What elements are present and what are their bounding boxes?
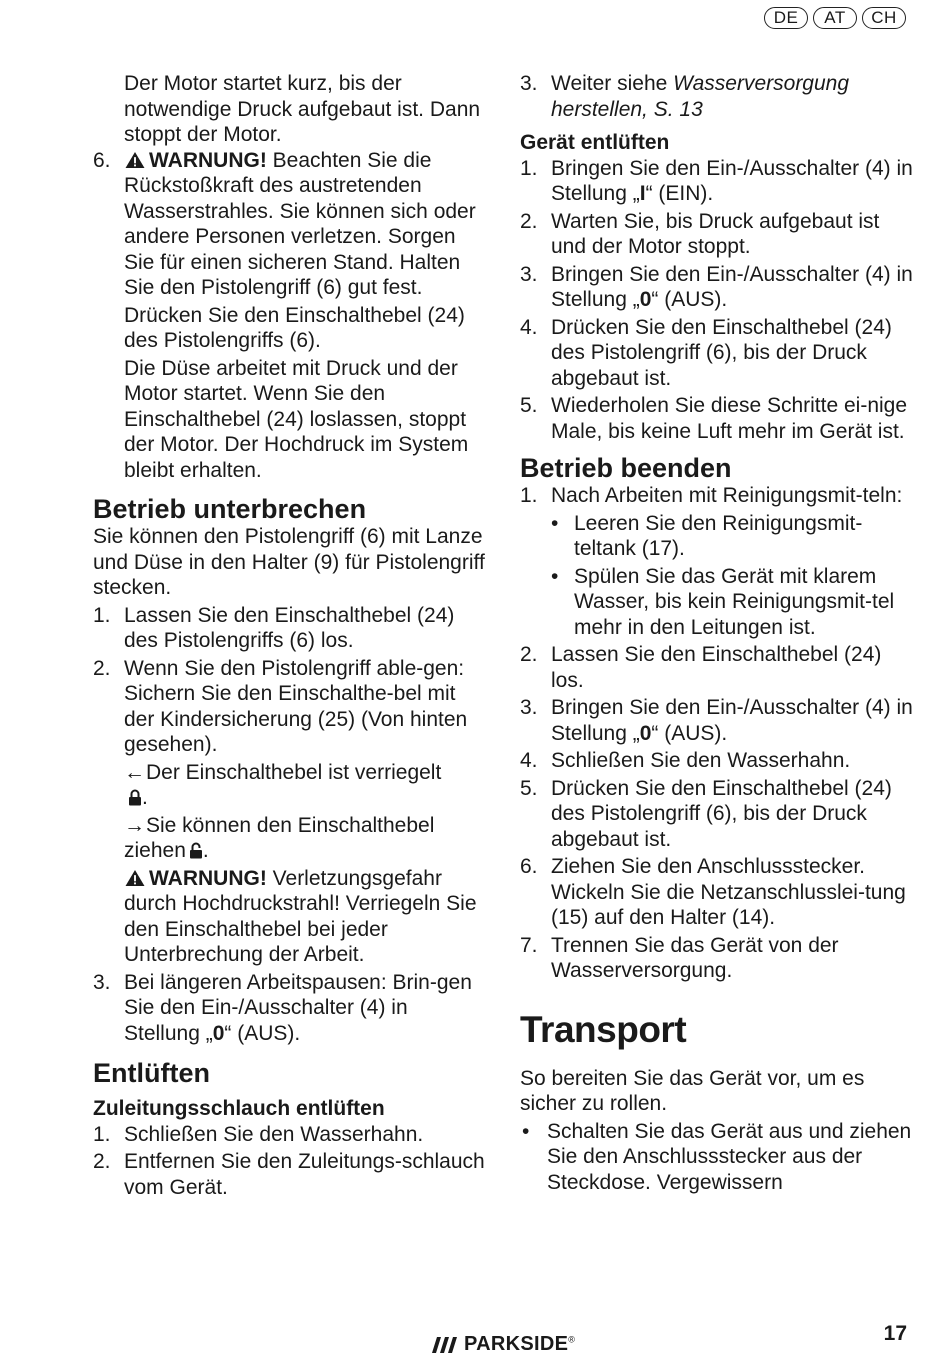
page-number: 17	[883, 1322, 907, 1345]
arrow-right-icon: →	[124, 813, 145, 837]
country-tag-ch: CH	[862, 7, 906, 29]
list-item: 1. Schließen Sie den Wasserhahn.	[93, 1122, 424, 1146]
motor-start-paragraph: Der Motor startet kurz, bis der notwendige Druck aufgebaut ist. Dann stoppt der Motor.	[124, 72, 481, 146]
step-number: 6.	[93, 148, 111, 172]
list-item: • Schalten Sie das Gerät aus und ziehen Sie den Anschlussstecker aus der Steckdose. Vergewissern	[522, 1119, 912, 1194]
lock-note: ←Der Einschalthebel ist verriegelt .	[124, 760, 442, 809]
country-tag-de: DE	[764, 7, 808, 29]
warning-lock-text: WARNUNG! Verletzungsgefahr durch Hochdruckstrahl! Verriegeln Sie den Einschalthebel bei jeder Unterbrechung der Arbeit.	[124, 866, 477, 966]
list-item: 2. Warten Sie, bis Druck aufgebaut ist und der Motor stoppt.	[520, 209, 880, 258]
step-6	[93, 148, 488, 484]
list-item: 6. Ziehen Sie den Anschlussstecker. Wickeln Sie die Netzanschlusslei-tung (15) auf den Halter (14).	[520, 855, 906, 929]
lock-open-icon	[189, 842, 203, 859]
warning-label: WARNUNG!	[149, 148, 267, 172]
heading-transport: Transport	[520, 1008, 687, 1050]
warning-icon	[124, 151, 146, 169]
list-item: 4. Drücken Sie den Einschalthebel (24) des Pistolengriff (6), bis der Druck abgebaut ist.	[520, 315, 892, 390]
warning-label: WARNUNG!	[149, 866, 267, 890]
list-item: 1. Bringen Sie den Ein-/Ausschalter (4) in Stellung „I“ (EIN).	[520, 156, 913, 205]
list-item: 7. Trennen Sie das Gerät von der Wasserversorgung.	[520, 933, 839, 982]
list-item: 3. Bringen Sie den Ein-/Ausschalter (4) in Stellung „0“ (AUS).	[520, 262, 913, 311]
cross-reference: Wasserversorgung herstellen, S. 13	[551, 72, 850, 121]
betrieb-unterbrechen-intro: Sie können den Pistolengriff (6) mit Lanze und Düse in den Halter (9) für Pistolengriff stecken.	[93, 525, 485, 599]
list-item: 1. Lassen Sie den Einschalthebel (24) des Pistolengriffs (6) los.	[93, 603, 455, 652]
brand-stripes-icon	[432, 1337, 458, 1353]
heading-betrieb-unterbrechen: Betrieb unterbrechen	[93, 494, 367, 524]
heading-geraet-entlueften: Gerät entlüften	[520, 131, 670, 154]
heading-betrieb-beenden: Betrieb beenden	[520, 453, 732, 483]
transport-intro: So bereiten Sie das Gerät vor, um es sicher zu rollen.	[520, 1066, 865, 1115]
heading-zuleitungsschlauch-entlueften: Zuleitungsschlauch entlüften	[93, 1097, 385, 1120]
right-column	[520, 71, 915, 1195]
left-column	[93, 71, 488, 1200]
unlock-note: →Sie können den Einschalthebel ziehen .	[124, 813, 435, 862]
heading-entlueften: Entlüften	[93, 1058, 210, 1088]
brand-name: PARKSIDE®	[464, 1333, 576, 1355]
lock-closed-icon	[128, 789, 142, 806]
country-tags	[764, 7, 906, 29]
list-item: 2. Entfernen Sie den Zuleitungs-schlauch vom Gerät.	[93, 1150, 485, 1199]
list-item: 2. Wenn Sie den Pistolengriff able-gen: Sichern Sie den Einschalthe-bel mit der Kindersicherung (25) (Von hinten gesehen). ←Der Einschalthebel ist verriegelt . →Sie können den Einschalthebel ziehen . WARNUNG! Verletzungsgefahr durch Hochdruckstrahl! Verriegeln Sie den Einschalthebel bei jeder Unterbrechung der Arbeit.	[93, 656, 488, 968]
sub-list-item: • Spülen Sie das Gerät mit klarem Wasser, bis kein Reinigungsmit-tel mehr in den Leitungen ist.	[551, 564, 895, 639]
sub-list-item: • Leeren Sie den Reinigungsmit-teltank (17).	[551, 511, 863, 560]
warning-icon	[124, 869, 146, 887]
step-6-nozzle-info: Die Düse arbeitet mit Druck und der Motor startet. Wenn Sie den Einschalthebel (24) loslassen, stoppt der Motor. Der Hochdruck im System bleibt erhalten.	[124, 356, 469, 482]
step-6-press-lever: Drücken Sie den Einschalthebel (24) des Pistolengriffs (6).	[124, 303, 465, 352]
country-tag-at: AT	[813, 7, 857, 29]
list-item: 1. Nach Arbeiten mit Reinigungsmit-teln:	[520, 484, 903, 507]
list-item: 2. Lassen Sie den Einschalthebel (24) los.	[520, 643, 882, 692]
list-item: 5. Wiederholen Sie diese Schritte ei-nige Male, bis keine Luft mehr im Gerät ist.	[520, 394, 908, 443]
list-item: 3. Bringen Sie den Ein-/Ausschalter (4) in Stellung „0“ (AUS).	[520, 696, 913, 745]
arrow-left-icon: ←	[124, 760, 145, 784]
step-6-warning-text: WARNUNG! Beachten Sie die Rückstoßkraft des austretenden Wasserstrahles. Sie können sich oder andere Personen verletzen. Sorgen Sie für einen sicheren Stand. Halten Sie den Pistolengriff (6) gut fest.	[124, 148, 476, 299]
list-item: 4. Schließen Sie den Wasserhahn.	[520, 749, 851, 772]
list-item: 3. Bei längeren Arbeitspausen: Brin-gen Sie den Ein-/Ausschalter (4) in Stellung „0“ (AUS).	[93, 970, 472, 1045]
list-item: 3. Weiter siehe Wasserversorgung herstellen, S. 13	[520, 72, 850, 121]
list-item: 5. Drücken Sie den Einschalthebel (24) des Pistolengriff (6), bis der Druck abgebaut ist.	[520, 776, 892, 851]
parkside-logo	[432, 1333, 575, 1356]
